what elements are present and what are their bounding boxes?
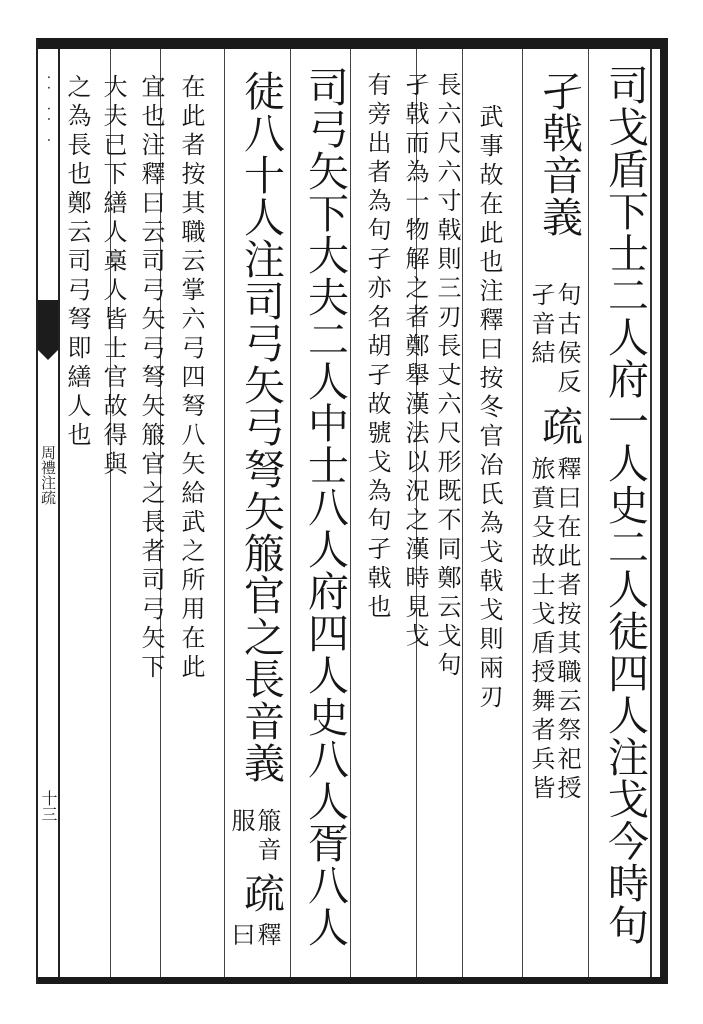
text-column-12: 之為長也鄭云司弓弩即繕人也 bbox=[63, 74, 91, 451]
frame-right-border bbox=[660, 38, 668, 984]
banxin-page-number: 十三 bbox=[39, 790, 58, 822]
text-column-11: 大夫已下繕人槀人皆士官故得與 bbox=[99, 74, 127, 480]
banxin-divider bbox=[58, 49, 60, 977]
text-column-8-note2-right: 釋 bbox=[253, 922, 281, 951]
text-column-3: 武事故在此也注釋曰按冬官冶氏為戈戟戈則兩刃 bbox=[475, 104, 503, 713]
text-column-6: 有旁出者為句孑亦名胡孑故號戈為句孑戟也 bbox=[363, 72, 391, 623]
frame-bottom-border bbox=[36, 977, 668, 984]
text-column-8-note-left: 服 bbox=[227, 808, 255, 837]
text-column-4: 長六尺六寸戟則三刃長丈六尺形既不同鄭云戈句 bbox=[433, 72, 461, 681]
column-rule bbox=[522, 49, 523, 977]
text-column-10: 宜也注釋曰云司弓矢弓弩矢箙官之長者司弓矢下 bbox=[137, 74, 165, 683]
shu-marker-2: 疏 bbox=[237, 872, 285, 914]
frame-left-border bbox=[36, 38, 38, 984]
frame-top-border bbox=[36, 38, 668, 49]
shu-marker: 疏 bbox=[535, 405, 583, 447]
text-column-1: 司戈盾下士二人府一人史二人徒四人注戈今時句 bbox=[601, 64, 649, 946]
column-rule bbox=[462, 49, 463, 977]
text-column-2-note-right-2: 釋曰在此者按其職云祭祀授 bbox=[553, 456, 581, 804]
banxin-marks: ·· ·· · bbox=[40, 75, 56, 149]
text-column-2-note-right: 句古侯反 bbox=[553, 282, 581, 398]
text-column-2-main: 孑戟音義 bbox=[535, 70, 583, 238]
text-column-8-note-right: 箙音 bbox=[253, 808, 281, 866]
banxin-title: 周禮注疏 bbox=[39, 445, 57, 505]
text-column-2-note-left-2: 旅賁殳故士戈盾授舞者兵皆 bbox=[527, 456, 555, 804]
text-column-9: 在此者按其職云掌六弓四弩八矢給武之所用在此 bbox=[177, 74, 205, 683]
column-rule bbox=[224, 49, 225, 977]
text-column-7: 司弓矢下大夫二人中士八人府四人史八人胥八人 bbox=[301, 66, 349, 948]
text-column-8-main: 徒八十人注司弓矢弓弩矢箙官之長音義 bbox=[237, 70, 285, 784]
text-column-5: 孑戟而為一物解之者鄭舉漢法以況之漢時見戈 bbox=[401, 72, 429, 652]
text-column-2-note-left: 孑音結 bbox=[527, 282, 555, 369]
text-column-8-note2-left: 曰 bbox=[227, 922, 255, 951]
column-rule bbox=[588, 49, 589, 977]
column-rule bbox=[290, 49, 291, 977]
fishtail-mark bbox=[38, 300, 58, 350]
